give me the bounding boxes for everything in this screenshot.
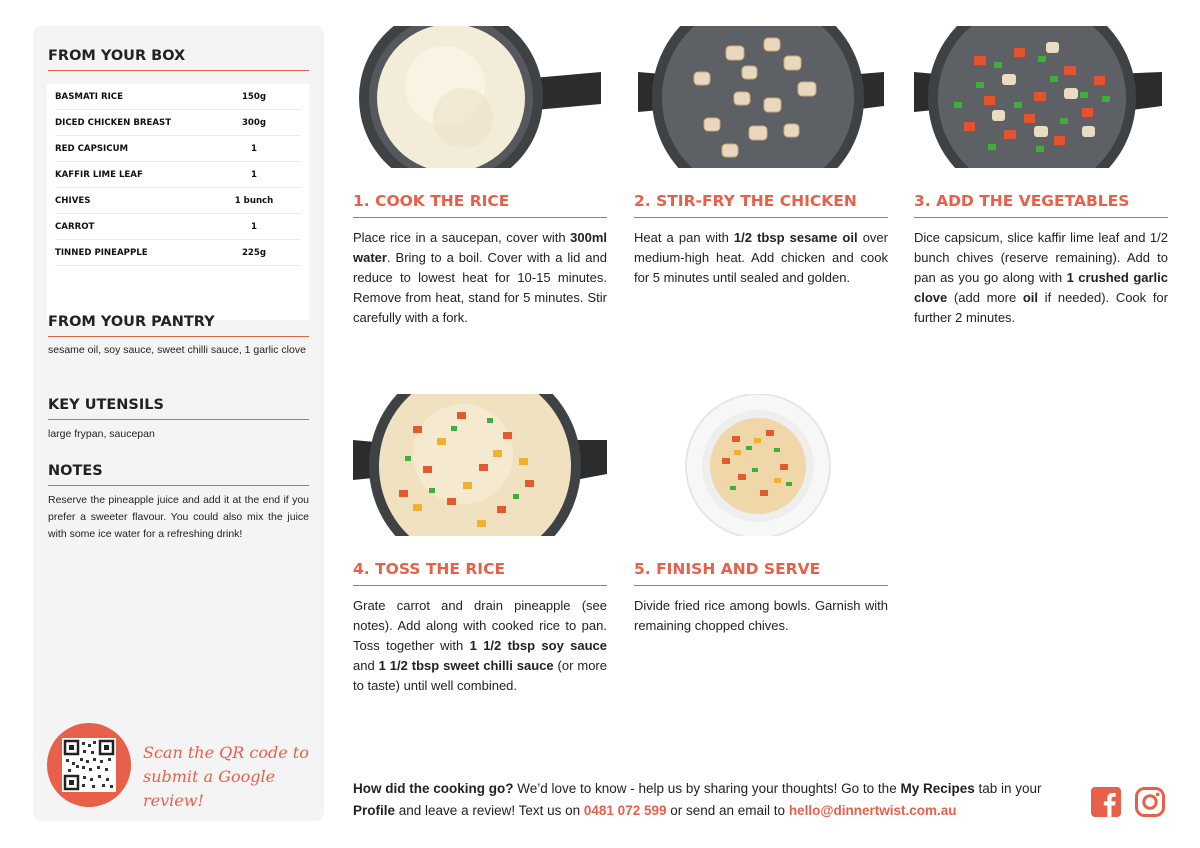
notes-heading: NOTES	[48, 463, 309, 486]
qr-code-icon[interactable]	[62, 738, 116, 792]
ingredient-row: BASMATI RICE 150g	[55, 84, 301, 110]
step-4-photo	[353, 394, 607, 536]
step-1-title: 1. COOK THE RICE	[353, 192, 607, 218]
key-utensils-heading: KEY UTENSILS	[48, 397, 309, 420]
qr-review-prompt: Scan the QR code to submit a Google review!	[143, 743, 309, 810]
step-1-text: Place rice in a saucepan, cover with 300ml water. Bring to a boil. Cover with a lid and reduce to lowest heat for 10-15 minutes. Remove from heat, stand for 5 minutes. Stir carefully with a fork.	[353, 230, 607, 325]
facebook-icon[interactable]	[1090, 786, 1122, 818]
ingredient-row-empty	[55, 266, 301, 292]
ingredient-row: DICED CHICKEN BREAST 300g	[55, 110, 301, 136]
ingredient-row: TINNED PINEAPPLE 225g	[55, 240, 301, 266]
box-ingredients-table	[47, 84, 309, 320]
email-link[interactable]: hello@dinnertwist.com.au	[788, 803, 957, 818]
step-5-text: Divide fried rice among bowls. Garnish with remaining chopped chives.	[634, 598, 888, 633]
feedback-footer: How did the cooking go? We’d love to know - help us by sharing your thoughts! Go to the My Recipes tab in your Profile and leave a review! Text us on 0481 072 599 or send an email to hello@dinnertwist.com.au	[353, 781, 1042, 818]
step-3-title: 3. ADD THE VEGETABLES	[914, 192, 1168, 218]
step-5-title: 5. FINISH AND SERVE	[634, 560, 888, 586]
phone-link[interactable]: 0481 072 599	[583, 803, 667, 818]
ingredient-row: CHIVES 1 bunch	[55, 188, 301, 214]
notes-text: Reserve the pineapple juice and add it at the end if you prefer a sweeter flavour. You could also mix the juice with some ice water for a refreshing drink!	[48, 494, 309, 540]
step-3-photo	[914, 26, 1168, 168]
ingredients-sidebar	[33, 26, 324, 821]
ingredient-row: KAFFIR LIME LEAF 1	[55, 162, 301, 188]
pantry-text: sesame oil, soy sauce, sweet chilli sauce, 1 garlic clove	[48, 344, 306, 356]
step-4-text: Grate carrot and drain pineapple (see notes). Add along with cooked rice to pan. Toss together with 1 1/2 tbsp soy sauce and 1 1/2 tbsp sweet chilli sauce (or more to taste) until well combined.	[353, 598, 608, 693]
step-5-photo	[634, 394, 888, 536]
step-3-text: Dice capsicum, slice kaffir lime leaf and 1/2 bunch chives (reserve remaining). Add to pan as you go along with 1 crushed garlic clove (add more oil if needed). Cook for further 2 minutes.	[914, 230, 1168, 325]
step-4-title: 4. TOSS THE RICE	[353, 560, 607, 586]
utensils-text: large frypan, saucepan	[48, 428, 155, 440]
ingredient-row: CARROT 1	[55, 214, 301, 240]
step-1-photo	[353, 26, 607, 168]
qr-badge	[47, 723, 131, 807]
instagram-icon[interactable]	[1134, 786, 1166, 818]
from-your-pantry-heading: FROM YOUR PANTRY	[48, 314, 309, 337]
step-2-text: Heat a pan with 1/2 tbsp sesame oil over medium-high heat. Add chicken and cook for 5 minutes until sealed and golden.	[634, 230, 888, 285]
from-your-box-heading: FROM YOUR BOX	[48, 48, 309, 71]
step-2-photo	[634, 26, 888, 168]
ingredient-row: RED CAPSICUM 1	[55, 136, 301, 162]
step-2-title: 2. STIR-FRY THE CHICKEN	[634, 192, 888, 218]
